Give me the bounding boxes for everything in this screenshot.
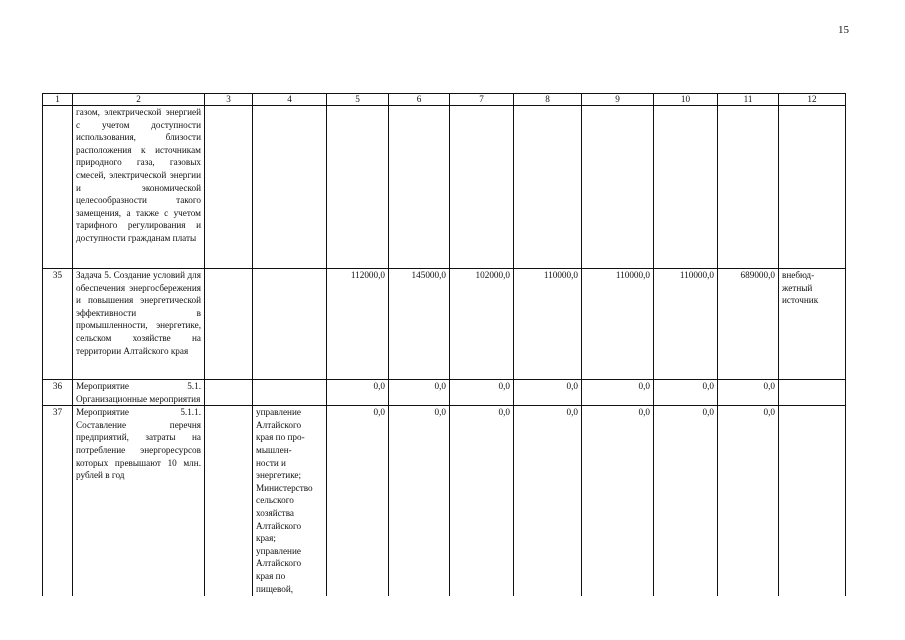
deadline-cell [205, 269, 253, 380]
amount-cell: 0,0 [327, 380, 389, 406]
executor-cell [253, 380, 327, 406]
column-number-cell: 11 [718, 94, 779, 106]
column-number-cell: 10 [654, 94, 718, 106]
column-number-cell: 2 [73, 94, 205, 106]
executor-cell [253, 269, 327, 380]
amount-cell: 110000,0 [514, 269, 582, 380]
column-number-cell: 3 [205, 94, 253, 106]
amount-cell: 102000,0 [450, 269, 514, 380]
amount-cell: 0,0 [718, 380, 779, 406]
amount-cell: 0,0 [450, 380, 514, 406]
row-number-cell: 35 [43, 269, 73, 380]
description-cell: газом, электрической энергией с учетом доступности использования, близости расположения к источникам природного газа, газовых смесей, электрической энергии и экономической целесообразности такого замещения, а также с учетом тарифного регулирования и доступности гражданам платы [73, 106, 205, 269]
amount-cell: 0,0 [718, 406, 779, 596]
amount-cell: 0,0 [582, 406, 654, 596]
amount-cell: 0,0 [389, 380, 450, 406]
description-cell: Мероприятие 5.1. Организационные мероприятия [73, 380, 205, 406]
amount-cell: 0,0 [327, 406, 389, 596]
column-number-cell: 7 [450, 94, 514, 106]
funding-source-cell [779, 106, 846, 269]
amount-cell: 0,0 [389, 406, 450, 596]
program-activities-table [42, 93, 846, 596]
amount-cell: 112000,0 [327, 269, 389, 380]
column-number-cell: 9 [582, 94, 654, 106]
deadline-cell [205, 106, 253, 269]
amount-cell [582, 106, 654, 269]
deadline-cell [205, 406, 253, 596]
column-number-cell: 8 [514, 94, 582, 106]
funding-source-cell [779, 406, 846, 596]
page-number: 15 [838, 24, 849, 36]
row-number-cell: 36 [43, 380, 73, 406]
column-number-cell: 12 [779, 94, 846, 106]
amount-cell: 0,0 [654, 380, 718, 406]
column-number-cell: 6 [389, 94, 450, 106]
amount-cell: 110000,0 [582, 269, 654, 380]
amount-cell: 145000,0 [389, 269, 450, 380]
column-number-cell: 5 [327, 94, 389, 106]
amount-cell: 0,0 [450, 406, 514, 596]
description-cell: Мероприятие 5.1.1. Составление перечня предприятий, затраты на потребление энергоресурсов которых превышают 10 млн. рублей в год [73, 406, 205, 596]
executor-cell: управление Алтайского края по про- мышлен- ности и энергетике; Министерство сельского хозяйства Алтайского края; управление Алтайского края по пищевой, [253, 406, 327, 596]
column-number-cell: 4 [253, 94, 327, 106]
amount-cell [389, 106, 450, 269]
description-cell: Задача 5. Создание условий для обеспечения энергосбережения и повышения энергетической эффективности в промышленности, энергетике, сельском хозяйстве на территории Алтайского края [73, 269, 205, 380]
amount-cell [654, 106, 718, 269]
amount-cell: 0,0 [654, 406, 718, 596]
amount-cell: 0,0 [514, 380, 582, 406]
column-number-row [43, 94, 846, 106]
amount-cell: 0,0 [582, 380, 654, 406]
amount-cell [718, 106, 779, 269]
executor-cell [253, 106, 327, 269]
funding-source-cell [779, 380, 846, 406]
funding-source-cell: внебюд- жетный источник [779, 269, 846, 380]
amount-cell [514, 106, 582, 269]
table-row [43, 106, 846, 269]
amount-cell [450, 106, 514, 269]
amount-cell: 689000,0 [718, 269, 779, 380]
amount-cell: 0,0 [514, 406, 582, 596]
table-row [43, 269, 846, 380]
row-number-cell: 37 [43, 406, 73, 596]
table-row [43, 406, 846, 596]
amount-cell [327, 106, 389, 269]
amount-cell: 110000,0 [654, 269, 718, 380]
row-number-cell [43, 106, 73, 269]
table-row [43, 380, 846, 406]
deadline-cell [205, 380, 253, 406]
column-number-cell: 1 [43, 94, 73, 106]
